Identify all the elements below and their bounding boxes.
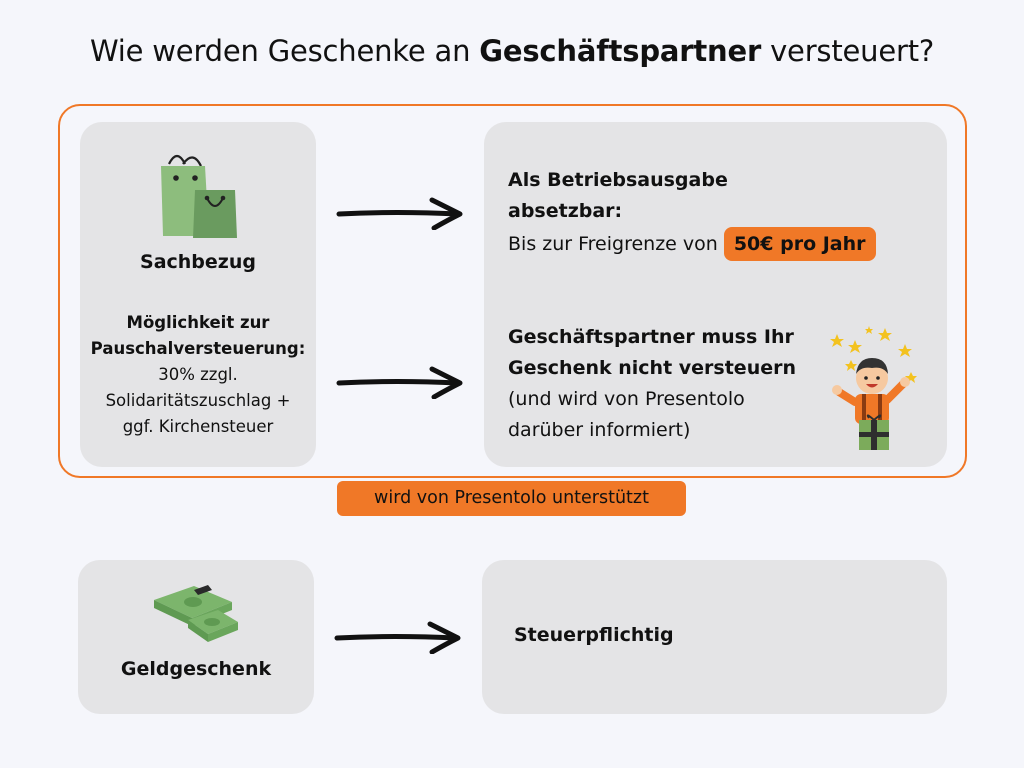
pauschal-line-3: 30% zzgl. [158,365,238,384]
pauschal-line-4: Solidaritätszuschlag + [105,391,291,410]
geldgeschenk-label: Geldgeschenk [120,658,272,680]
money-stack-icon [148,580,240,650]
arrow-right-icon [336,196,466,234]
freigrenze-text: Bis zur Freigrenze von [508,233,718,255]
title-bold: Geschäftspartner [479,34,762,68]
pauschal-line-5: ggf. Kirchensteuer [122,417,274,436]
pauschal-line-2: Pauschalversteuerung: [90,339,306,358]
presentolo-support-badge: wird von Presentolo unterstützt [337,481,686,516]
pauschalversteuerung-text [80,310,316,440]
partner-text [508,322,796,446]
arrow-right-icon [334,620,464,658]
partner-heading-2: Geschenk nicht versteuern [508,357,796,379]
betriebsausgabe-heading-2: absetzbar: [508,200,623,222]
partner-note-2: darüber informiert) [508,419,691,441]
sachbezug-label: Sachbezug [140,251,256,273]
arrow-right-icon [336,365,466,403]
shopping-bags-icon [155,150,241,246]
betriebsausgabe-text [508,165,876,261]
happy-person-with-gift-icon [825,322,921,460]
partner-heading-1: Geschäftspartner muss Ihr [508,326,794,348]
steuerpflichtig-label: Steuerpflichtig [514,624,674,646]
title-prefix: Wie werden Geschenke an [89,34,480,68]
page-title [0,34,1024,68]
title-suffix: versteuert? [761,34,935,68]
freigrenze-line [508,227,876,261]
partner-note-1: (und wird von Presentolo [508,388,745,410]
freigrenze-value-badge: 50€ pro Jahr [724,227,876,261]
betriebsausgabe-heading-1: Als Betriebsausgabe [508,169,728,191]
pauschal-line-1: Möglichkeit zur [126,313,270,332]
